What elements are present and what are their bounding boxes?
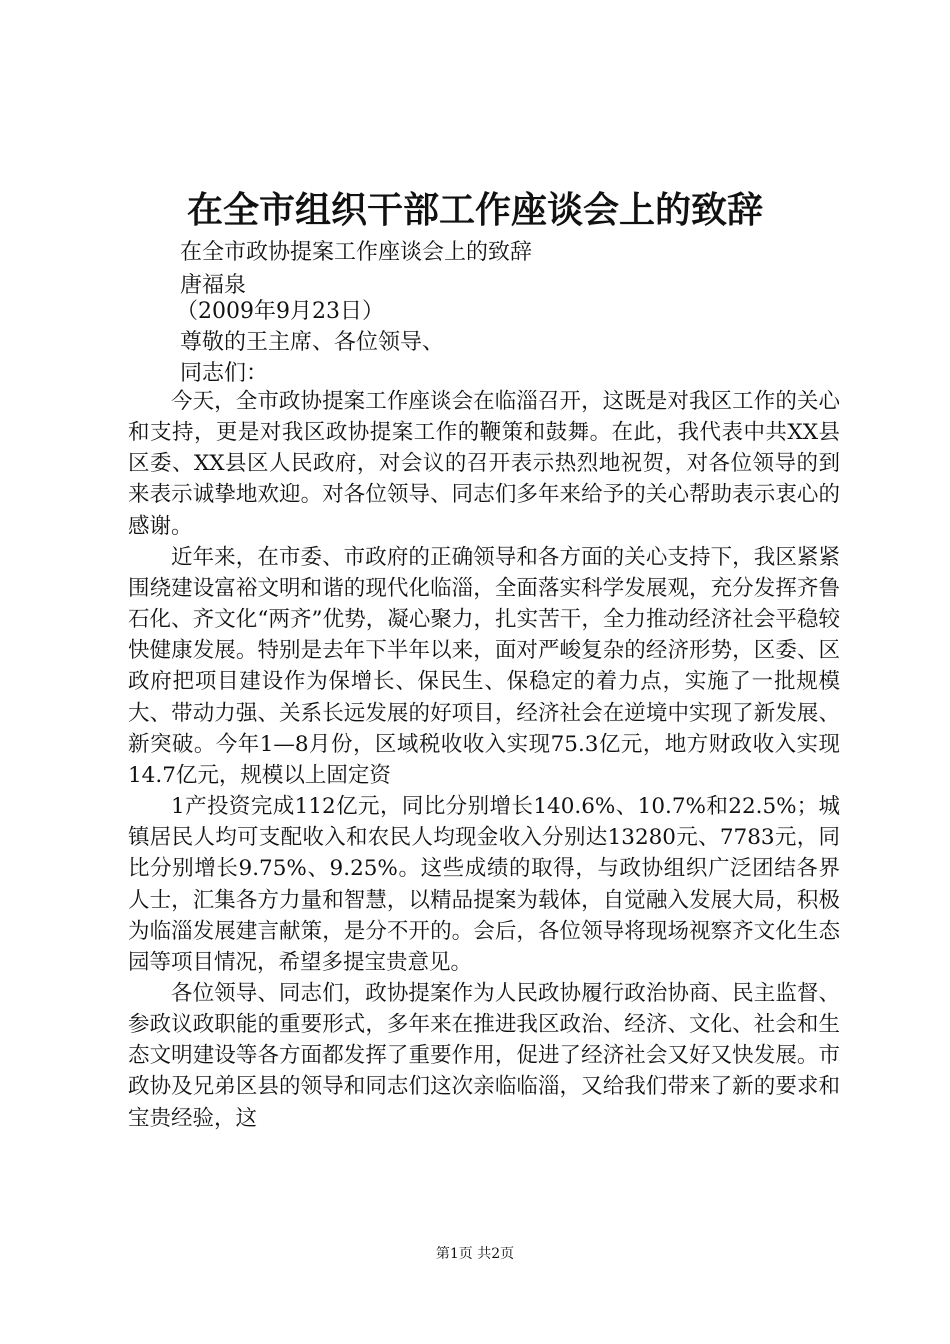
speech-date: （2009年9月23日） [176, 299, 384, 324]
salutation-line-1: 尊敬的王主席、各位领导、 [180, 330, 445, 355]
body-paragraph: 今天，全市政协提案工作座谈会在临淄召开，这既是对我区工作的关心和支持，更是对我区政协提案工作的鞭策和鼓舞。在此，我代表中共XX县区委、XX县区人民政府，对会议的召开表示热烈地祝贺，对各位领导的到来表示诚挚地欢迎。对各位领导、同志们多年来给予的关心帮助表示衷心的感谢。 [128, 389, 840, 539]
body-paragraph: 近年来，在市委、市政府的正确领导和各方面的关心支持下，我区紧紧围绕建设富裕文明和谐的现代化临淄，全面落实科学发展观，充分发挥齐鲁石化、齐文化“两齐”优势，凝心聚力，扎实苦干，全力推动经济社会平稳较快健康发展。特别是去年下半年以来，面对严峻复杂的经济形势，区委、区政府把项目建设作为保增长、保民生、保稳定的着力点，实施了一批规模大、带动力强、关系长远发展的好项目，经济社会在逆境中实现了新发展、新突破。今年1—8月份，区域税收收入实现75.3亿元，地方财政收入实现14.7亿元，规模以上固定资 [128, 544, 840, 788]
speech-subtitle: 在全市政协提案工作座谈会上的致辞 [180, 240, 533, 265]
page-number-footer: 第1页 共2页 [435, 1246, 515, 1262]
salutation-line-2: 同志们： [180, 361, 269, 386]
speech-author: 唐福泉 [180, 273, 247, 298]
document-title: 在全市组织干部工作座谈会上的致辞 [186, 189, 763, 231]
speech-body [128, 386, 840, 1134]
body-paragraph: 各位领导、同志们，政协提案作为人民政协履行政治协商、民主监督、参政议政职能的重要形式，多年来在推进我区政治、经济、文化、社会和生态文明建设等各方面都发挥了重要作用，促进了经济社会又好又快发展。市政协及兄弟区县的领导和同志们这次亲临临淄，又给我们带来了新的要求和宝贵经验，这 [128, 980, 840, 1131]
body-paragraph: 1产投资完成112亿元，同比分别增长140.6%、10.7%和22.5%；城镇居民人均可支配收入和农民人均现金收入分别达13280元、7783元，同比分别增长9.75%、9.25%。这些成绩的取得，与政协组织广泛团结各界人士，汇集各方力量和智慧，以精品提案为载体，自觉融入发展大局，积极为临淄发展建言献策，是分不开的。会后，各位领导将现场视察齐文化生态园等项目情况，希望多提宝贵意见。 [128, 794, 840, 975]
